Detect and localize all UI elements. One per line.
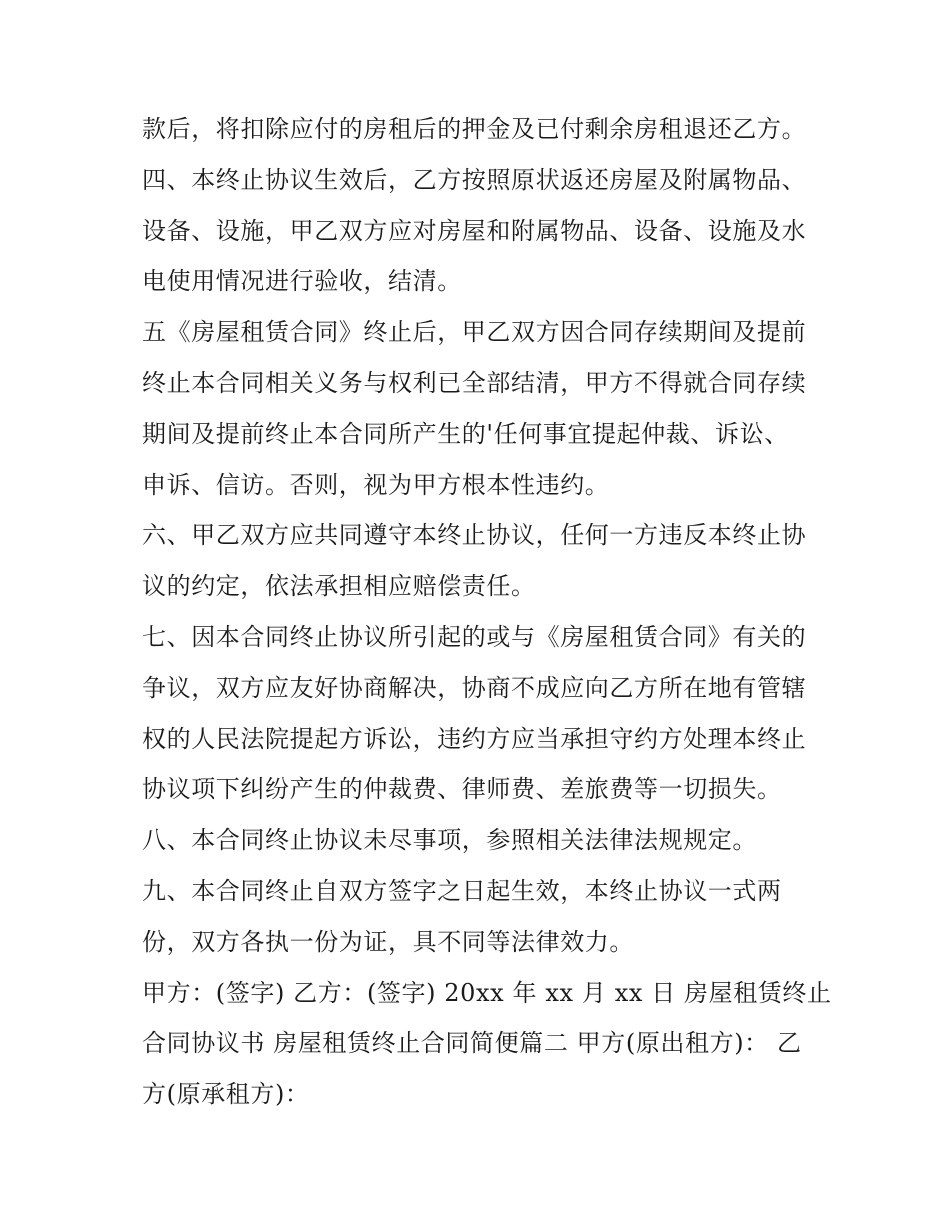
text-line: 款后，将扣除应付的房租后的押金及已付剩余房租退还乙方。: [142, 115, 807, 143]
document-body: [142, 104, 832, 1120]
text-line: 五《房屋租赁合同》终止后，甲乙双方因合同存续期间及提前: [142, 318, 807, 347]
text-line: 甲方：(签字) 乙方：(签字) 20xx 年 xx 月 xx 日 房屋租赁终止: [142, 978, 832, 1007]
text-line: 合同协议书 房屋租赁终止合同简便篇二 甲方(原出租方)： 乙: [142, 1029, 802, 1058]
text-line: 八、本合同终止协议未尽事项，参照相关法律法规规定。: [142, 826, 757, 855]
text-line: 七、因本合同终止协议所引起的或与《房屋租赁合同》有关的: [142, 622, 807, 651]
text-line: 议的约定，依法承担相应赔偿责任。: [142, 572, 536, 601]
text-line: 设备、设施，甲乙双方应对房屋和附属物品、设备、设施及水: [142, 216, 807, 245]
text-line: 六、甲乙双方应共同遵守本终止协议，任何一方违反本终止协: [142, 521, 807, 550]
text-line: 争议，双方应友好协商解决，协商不成应向乙方所在地有管辖: [142, 673, 807, 702]
text-line: 权的人民法院提起方诉讼，违约方应当承担守约方处理本终止: [142, 724, 807, 753]
text-line: 电使用情况进行验收，结清。: [142, 267, 462, 296]
text-line: 份，双方各执一份为证，具不同等法律效力。: [142, 927, 634, 956]
text-line: 期间及提前终止本合同所产生的'任何事宜提起仲裁、诉讼、: [142, 419, 789, 448]
text-line: 四、本终止协议生效后，乙方按照原状返还房屋及附属物品、: [142, 165, 807, 194]
text-line: 协议项下纠纷产生的仲裁费、律师费、差旅费等一切损失。: [142, 775, 782, 804]
text-line: 九、本合同终止自双方签字之日起生效，本终止协议一式两: [142, 876, 782, 905]
text-line: 终止本合同相关义务与权利已全部结清，甲方不得就合同存续: [142, 368, 807, 397]
text-line: 申诉、信访。否则，视为甲方根本性违约。: [142, 470, 610, 499]
text-line: 方(原承租方)：: [142, 1080, 310, 1109]
